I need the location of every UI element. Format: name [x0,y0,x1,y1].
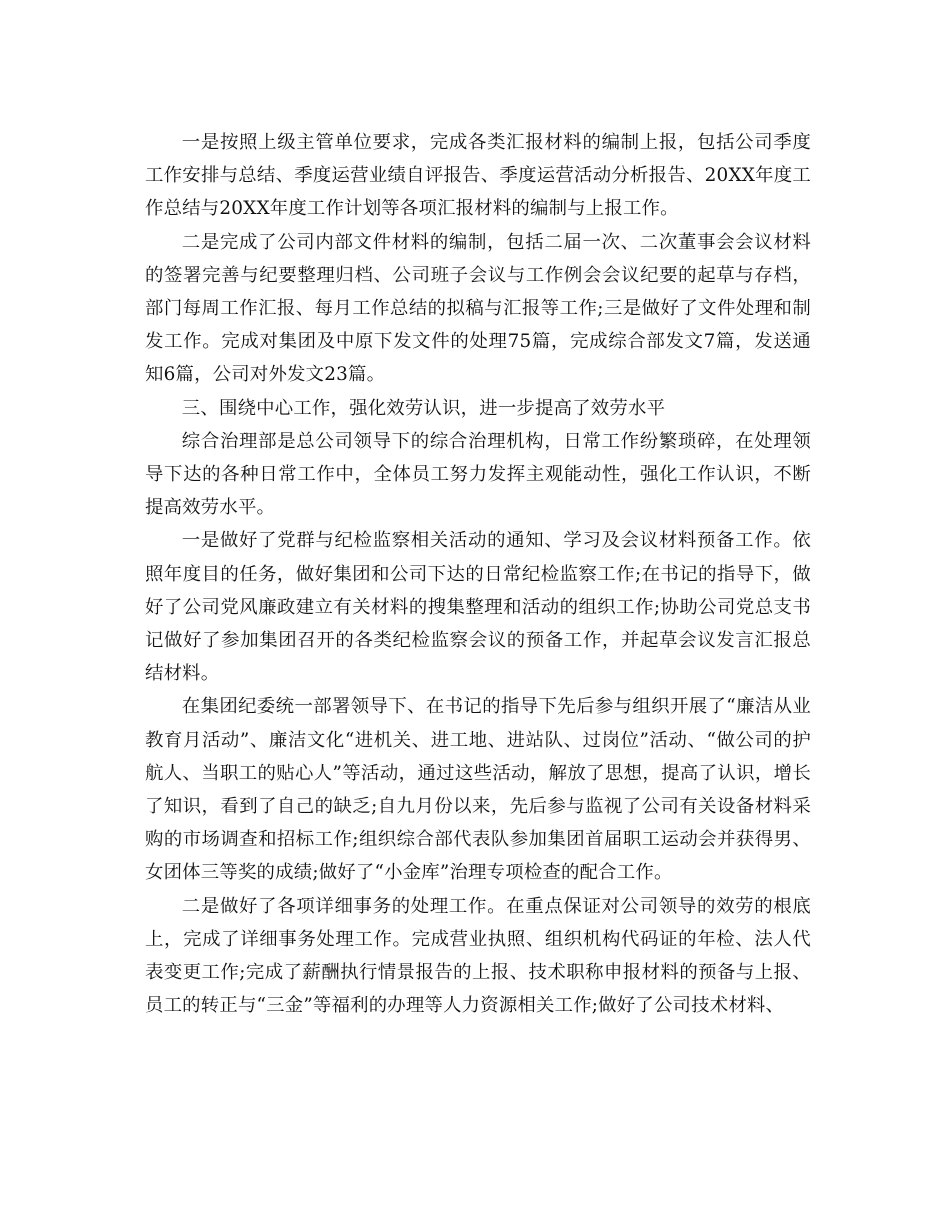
section-heading: 三、围绕中心工作，强化效劳认识，进一步提高了效劳水平 [181,397,666,419]
paragraph-4: 一是做好了党群与纪检监察相关活动的通知、学习及会议材料预备工作。依照年度目的任务，做好集团和公司下达的日常纪检监察工作;在书记的指导下，做好了公司党风廉政建立有关材料的搜集整理和活动的组织工作;协助公司党总支书记做好了参加集团召开的各类纪检监察会议的预备工作，并起草会议发言汇报总结材料。 [145,530,811,685]
paragraph-1: 一是按照上级主管单位要求，完成各类汇报材料的编制上报，包括公司季度工作安排与总结、季度运营业绩自评报告、季度运营活动分析报告、20XX年度工作总结与20XX年度工作计划等各项汇报材料的编制与上报工作。 [145,132,811,220]
document-body [145,126,811,1022]
paragraph-6: 二是做好了各项详细事务的处理工作。在重点保证对公司领导的效劳的根底上，完成了详细事务处理工作。完成营业执照、组织机构代码证的年检、法人代表变更工作;完成了薪酬执行情景报告的上报、技术职称申报材料的预备与上报、员工的转正与“三金”等福利的办理等人力资源相关工作;做好了公司技术材料、 [145,895,811,1017]
paragraph-5: 在集团纪委统一部署领导下、在书记的指导下先后参与组织开展了“廉洁从业教育月活动”、廉洁文化“进机关、进工地、进站队、过岗位”活动、“做公司的护航人、当职工的贴心人”等活动，通过这些活动，解放了思想，提高了认识，增长了知识，看到了自己的缺乏;自九月份以来，先后参与监视了公司有关设备材料采购的市场调查和招标工作;组织综合部代表队参加集团首届职工运动会并获得男、女团体三等奖的成绩;做好了“小金库”治理专项检查的配合工作。 [145,696,811,884]
paragraph-3: 综合治理部是总公司领导下的综合治理机构，日常工作纷繁琐碎，在处理领导下达的各种日常工作中，全体员工努力发挥主观能动性，强化工作认识，不断提高效劳水平。 [145,430,811,519]
paragraph-2: 二是完成了公司内部文件材料的编制，包括二届一次、二次董事会会议材料的签署完善与纪要整理归档、公司班子会议与工作例会会议纪要的起草与存档，部门每周工作汇报、每月工作总结的拟稿与汇报等工作;三是做好了文件处理和制发工作。完成对集团及中原下发文件的处理75篇，完成综合部发文7篇，发送通知6篇，公司对外发文23篇。 [145,231,811,386]
